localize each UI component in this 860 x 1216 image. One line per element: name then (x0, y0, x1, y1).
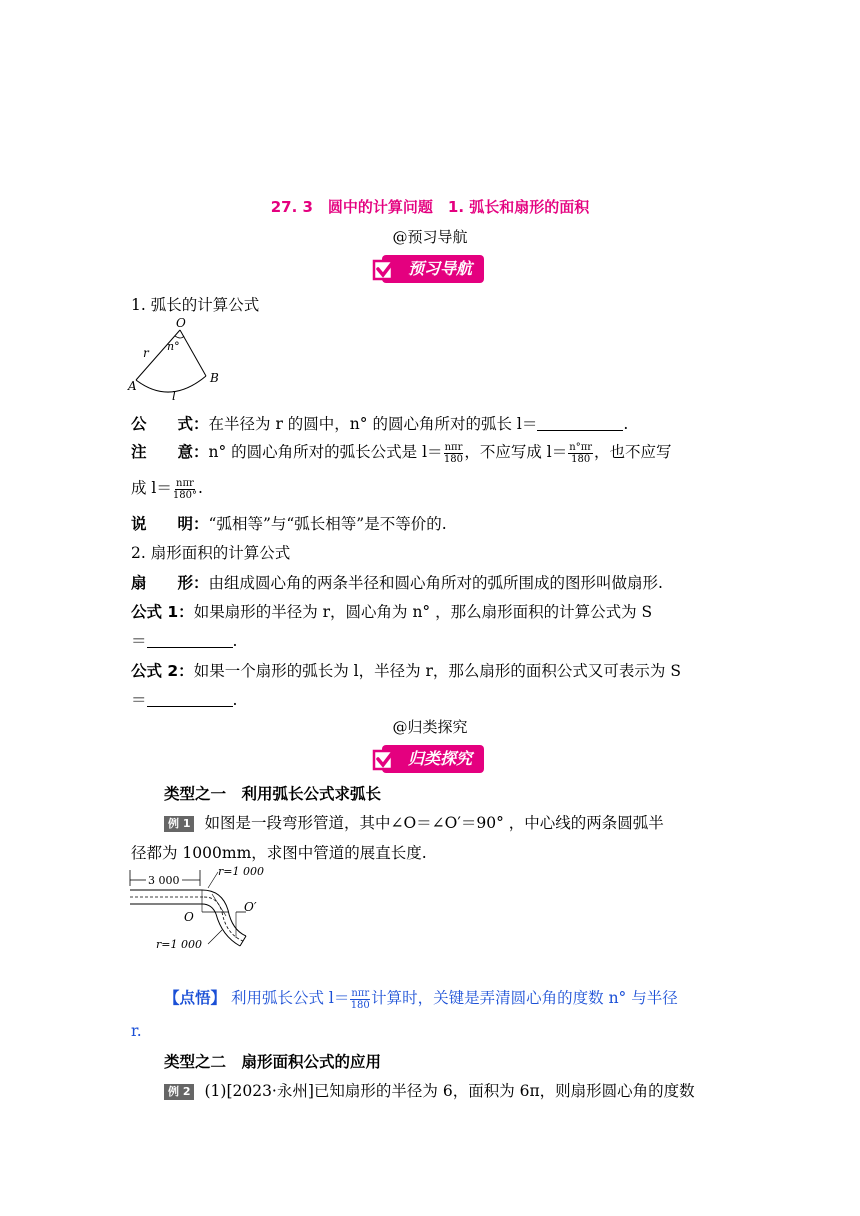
page-title: 27. 3 圆中的计算问题 1. 弧长和扇形的面积 (270, 198, 590, 216)
note-label: 注 意： (131, 443, 209, 461)
example2-text: (1)[2023·永州]已知扇形的半径为 6，面积为 6π，则扇形圆心角的度数 (204, 1082, 695, 1100)
tip-text1: 利用弧长公式 l＝ (230, 989, 350, 1007)
note-frac2: $\frac{n^\circ\pi r}{180}$ (569, 441, 593, 465)
arc-figure (126, 314, 236, 404)
formula1-line (131, 600, 652, 622)
formula2-line (131, 659, 681, 681)
example2-tag: 例 2 (164, 1084, 194, 1100)
formula1-eq: ＝ (131, 632, 147, 650)
length-label: 3 000 (148, 874, 180, 887)
formula1-cont: ＝ . (131, 632, 238, 650)
formula2-text: 如果一个扇形的弧长为 l，半径为 r，那么扇形的面积公式又可表示为 S (193, 662, 681, 680)
label-o-prime: O′ (244, 900, 257, 914)
radius-bottom-label: r=1 000 (156, 938, 202, 951)
blank-sector-area-1[interactable] (147, 631, 233, 648)
formula2-cont: ＝ . (131, 691, 238, 709)
example1-tag: 例 1 (164, 816, 194, 832)
explore-label: @归类探究 (392, 718, 468, 736)
formula1-text: 如果扇形的半径为 r，圆心角为 n° ，那么扇形面积的计算公式为 S (193, 603, 653, 621)
type1-heading: 类型之一 利用弧长公式求弧长 (164, 785, 382, 803)
formula-line: 公 式：在半径为 r 的圆中，n° 的圆心角所对的弧长 l＝ . (131, 415, 629, 433)
label-b: B (210, 371, 219, 385)
pipe-figure (122, 864, 272, 954)
tip-frac: $\frac{\text{nπr}}{180}$ (350, 987, 370, 1011)
tip-text2: 计算时，关键是弄清圆心角的度数 n° 与半径 (371, 989, 678, 1007)
explore-banner (372, 744, 484, 774)
blank-sector-area-2[interactable] (147, 690, 233, 707)
note-line-1 (131, 440, 672, 465)
explain-label: 说 明： (131, 515, 209, 533)
formula1-label: 公式 1： (131, 603, 194, 621)
label-n: n° (167, 340, 180, 353)
label-o: O (184, 910, 194, 924)
label-a: A (128, 379, 137, 393)
checkbox-icon (372, 256, 398, 282)
formula-text: 在半径为 r 的圆中，n° 的圆心角所对的弧长 l＝ (208, 415, 538, 433)
section2-heading: 2. 扇形面积的计算公式 (131, 544, 291, 562)
sector-def-line (131, 571, 663, 593)
section1-heading: 1. 弧长的计算公式 (131, 296, 260, 314)
note-text2: ，不应写成 l＝ (464, 443, 568, 461)
note-text4: 成 l＝ (131, 479, 172, 497)
note-line-2: 成 l＝ $\frac{\text{nπr}}{180^\circ}$ . (131, 477, 203, 501)
radius-top-label: r=1 000 (218, 865, 264, 878)
preview-banner (372, 254, 484, 284)
label-l: l (172, 389, 176, 403)
explain-line (131, 512, 447, 534)
blank-arc-length[interactable] (537, 414, 623, 431)
label-o: O (176, 316, 186, 330)
example1-line1 (164, 811, 664, 833)
note-text3: ，也不应写 (594, 443, 672, 461)
formula2-eq: ＝ (131, 691, 147, 709)
example1-text1: 如图是一段弯形管道，其中∠O＝∠O′＝90° ，中心线的两条圆弧半 (204, 814, 664, 832)
note-frac1: $\frac{\text{nπr}}{180}$ (443, 441, 463, 465)
explore-banner-text: 归类探究 (382, 745, 484, 773)
example2-line (164, 1079, 695, 1101)
formula-label: 公 式： (131, 415, 209, 433)
preview-banner-text: 预习导航 (382, 255, 484, 283)
formula2-label: 公式 2： (131, 662, 194, 680)
note-text1: n° 的圆心角所对的弧长公式是 l＝ (208, 443, 443, 461)
checkbox-icon (372, 746, 398, 772)
note-frac3: $\frac{\text{nπr}}{180^\circ}$ (172, 477, 197, 501)
tip-line1 (164, 986, 678, 1011)
explain-text: “弧相等”与“弧长相等”是不等价的. (208, 515, 447, 533)
tip-label: 【点悟】 (164, 989, 227, 1007)
tip-line2: r. (131, 1022, 142, 1040)
type2-heading: 类型之二 扇形面积公式的应用 (164, 1053, 382, 1071)
sector-def-text: 由组成圆心角的两条半径和圆心角所对的弧所围成的图形叫做扇形. (208, 574, 663, 592)
example1-line2: 径都为 1000mm，求图中管道的展直长度. (131, 844, 427, 862)
sector-def-label: 扇 形： (131, 574, 209, 592)
preview-label: @预习导航 (392, 228, 468, 246)
label-r: r (143, 346, 149, 360)
